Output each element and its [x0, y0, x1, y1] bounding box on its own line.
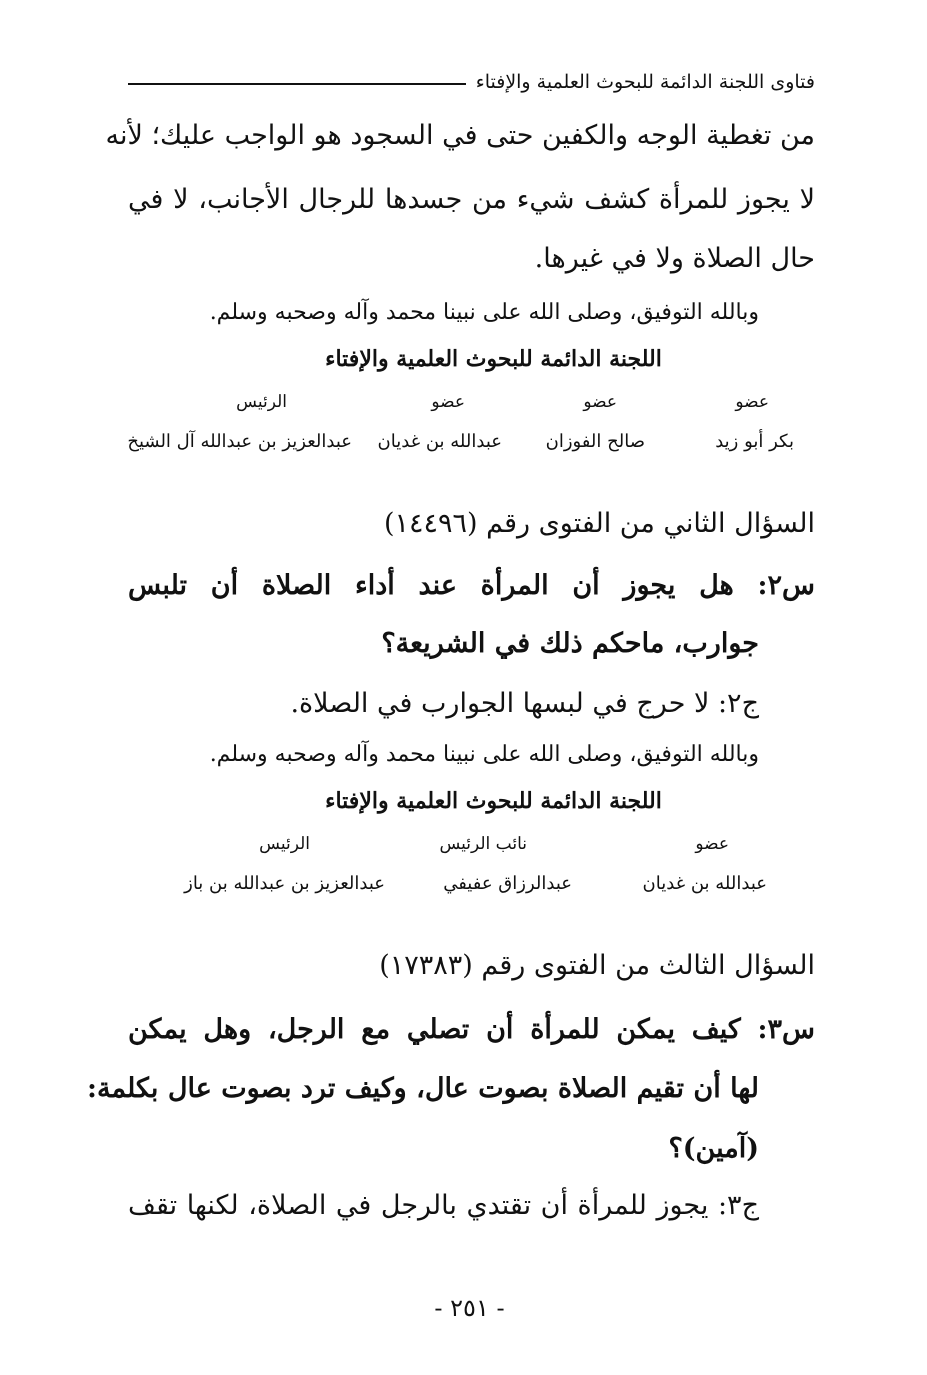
body-line: من تغطية الوجه والكفين حتى في السجود هو الواجب عليك؛ لأنه [105, 120, 815, 151]
question-line: (آمين)؟ [668, 1133, 759, 1164]
signatory-name: عبدالله بن غديان [377, 431, 502, 452]
signatory-role: الرئيس [259, 834, 310, 854]
signatory-name: عبدالله بن غديان [642, 873, 767, 894]
signatory-name: بكر أبو زيد [715, 431, 794, 452]
closing-formula: وبالله التوفيق، وصلى الله على نبينا محمد وآله وصحبه وسلم. [209, 742, 759, 767]
signatory-role: عضو [695, 834, 729, 854]
header-title: فتاوى اللجنة الدائمة للبحوث العلمية والإفتاء [475, 71, 815, 93]
signatory-name: عبدالعزيز بن عبدالله آل الشيخ [127, 431, 352, 452]
signatory-role: عضو [583, 392, 617, 412]
signatory-role: عضو [431, 392, 465, 412]
closing-formula: وبالله التوفيق، وصلى الله على نبينا محمد وآله وصحبه وسلم. [209, 300, 759, 325]
signatory-role: نائب الرئيس [439, 834, 527, 854]
body-line: لا يجوز للمرأة كشف شيء من جسدها للرجال الأجانب، لا في [128, 184, 815, 215]
question-line: س٢: هل يجوز أن المرأة عند أداء الصلاة أن تلبس [128, 570, 815, 601]
committee-name: اللجنة الدائمة للبحوث العلمية والإفتاء [325, 346, 662, 372]
committee-name: اللجنة الدائمة للبحوث العلمية والإفتاء [325, 788, 662, 814]
running-header [128, 66, 815, 98]
section-heading: السؤال الثاني من الفتوى رقم (١٤٤٩٦) [383, 508, 815, 539]
question-line: لها أن تقيم الصلاة بصوت عال، وكيف ترد بصوت عال بكلمة: [87, 1073, 759, 1104]
signatory-name: عبدالرزاق عفيفي [443, 873, 572, 894]
question-line: جوارب، ماحكم ذلك في الشريعة؟ [381, 628, 759, 659]
section-heading: السؤال الثالث من الفتوى رقم (١٧٣٨٣) [379, 950, 815, 981]
signatory-role: عضو [735, 392, 769, 412]
signatory-name: صالح الفوزان [545, 431, 645, 452]
question-line: س٣: كيف يمكن للمرأة أن تصلي مع الرجل، وهل يمكن [128, 1014, 815, 1045]
signatory-name: عبدالعزيز بن عبدالله بن باز [184, 873, 385, 894]
body-line: حال الصلاة ولا في غيرها. [534, 243, 815, 274]
header-rule [128, 83, 466, 85]
answer-line: ج٣: يجوز للمرأة أن تقتدي بالرجل في الصلاة، لكنها تقف [128, 1190, 759, 1221]
answer-line: ج٢: لا حرج في لبسها الجوارب في الصلاة. [290, 688, 759, 719]
signatory-role: الرئيس [236, 392, 287, 412]
page-number: - ٢٥١ - [434, 1294, 505, 1322]
